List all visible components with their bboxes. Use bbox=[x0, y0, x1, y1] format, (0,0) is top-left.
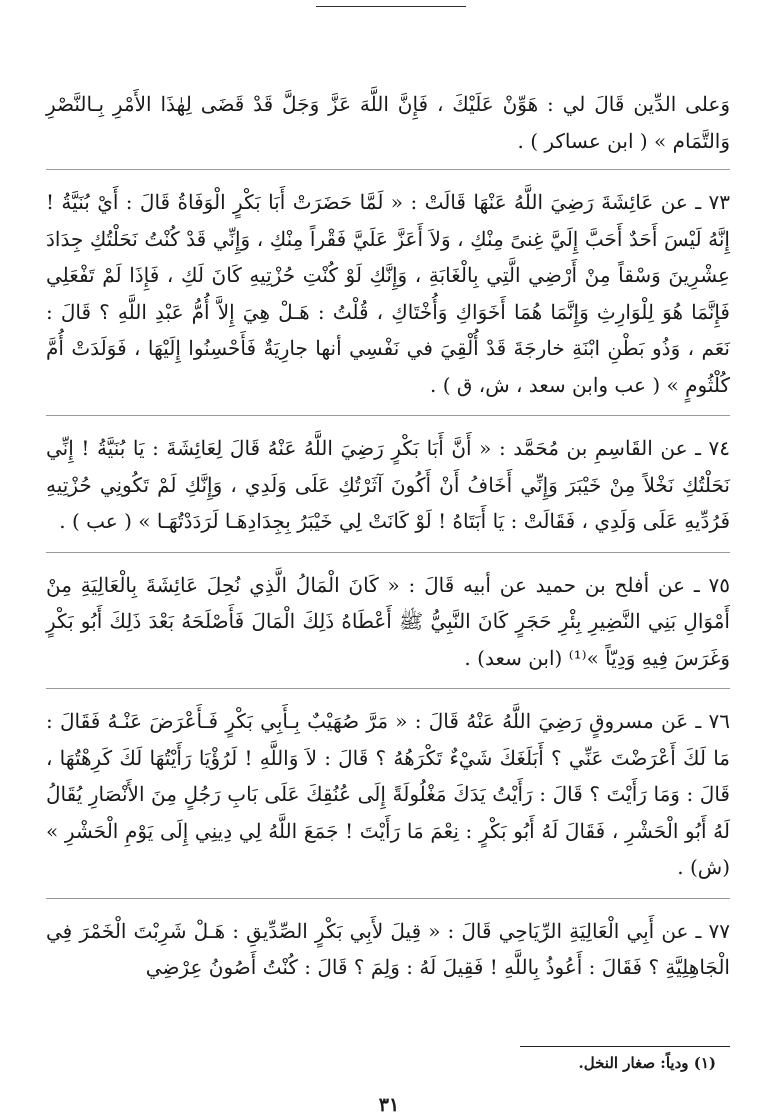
header-rule bbox=[316, 6, 466, 7]
paragraph-divider bbox=[46, 415, 730, 416]
hadith-73: ٧٣ ـ عن عَائِشَةَ رَضِيَ اللَّهُ عَنْهَا قَالَتْ : « لَمَّا حَضَرَتْ أَبَا بَكْرٍ الْوَفَاةُ قَالَ : أَيْ بُنَيَّةُ ! إِنَّهُ لَيْسَ أَحَدٌ أَحَبَّ إِلَيَّ غِنىً مِنْكِ ، وَلاَ أَعَزَّ عَلَيَّ فَقْراً مِنْكِ ، وَإِنِّي قَدْ كُنْتُ نَحَلْتُكِ جِدَادَ عِشْرِينَ وَسْقاً مِنْ أَرْضِي الَّتِي بِالْغَابَةِ ، وَإِنَّكِ لَوْ كُنْتِ حُزْتِيهِ كَانَ لَكِ ، فَإِذَا لَمْ تَفْعَلِي فَإِنَّمَا هُوَ لِلْوَارِثِ وَإِنَّمَا هُمَا أَخَوَاكِ وَأُخْتَاكِ ، قُلْتُ : هَـلْ هِيَ إِلاَّ أُمُّ عَبْدِ اللَّهِ ؟ قَالَ : نَعَم ، وَذُو بَطْنِ ابْنَةِ خارجَةَ قَدْ أُلْقِيَ في نَفْسِي أنها جارِيَةٌ فَأَحْسِنُوا إِلَيْهَا ، فَوَلَدَتْ أُمَّ كُلْثُومٍ » ( عب وابن سعد ، ش، ق ) . bbox=[46, 190, 730, 397]
hadith-77: ٧٧ ـ عن أَبِي الْعَالِيَةِ الرِّيَاحِي قَالَ : « قِيلَ لأَبِي بَكْرٍ الصِّدِّيقِ : هَـلْ شَرِبْتَ الْخَمْرَ فِي الْجَاهِلِيَّةِ ؟ فَقَالَ : أَعُوذُ بِاللَّهِ ! فَقِيلَ لَهُ : وَلِمَ ؟ قَالَ : كُنْتُ أَصُونُ عِرْضِي bbox=[46, 918, 730, 979]
paragraph-divider bbox=[46, 898, 730, 899]
paragraph-divider bbox=[46, 169, 730, 170]
footnote-rule bbox=[520, 1046, 730, 1047]
paragraph-divider bbox=[46, 688, 730, 689]
paragraph-continuation: وَعلى الدِّين قَالَ لي : هَوِّنْ عَلَيْكَ ، فَإِنَّ اللَّهَ عَزَّ وَجَلَّ قَدْ قَضَى لِهٰذَا الأَمْرِ بِـالنَّصْرِ وَالتَّمَام » ( ابن عساكر ) . bbox=[46, 92, 730, 153]
paragraph-divider bbox=[46, 552, 730, 553]
main-text bbox=[46, 86, 730, 996]
hadith-76: ٧٦ ـ عَن مسروقٍ رَضِيَ اللَّهُ عَنْهُ قَالَ : « مَرَّ صُهَيْبٌ بِـأَبِي بَكْرٍ فَـأَعْرَضَ عَنْـهُ فَقَالَ : مَا لَكَ أَعْرَضْتَ عَنِّي ؟ أَبَلَغَكَ شَيْءٌ تَكْرَهُهُ ؟ قَالَ : لاَ وَاللَّهِ ! لَرُؤْيَا رَأَيْتُهَا لَكَ كَرِهْتُهَا ، قَالَ : وَمَا رَأَيْتَ ؟ قَالَ : رَأَيْتُ يَدَكَ مَغْلُولَةً إِلَى عُنُقِكَ عَلَى بَابِ رَجُلٍ مِنَ الأَنْصَارِ يُقَالُ لَهُ أَبُو الْحَشْرِ ، فَقَالَ لَهُ أَبُو بَكْرٍ : نِعْمَ مَا رَأَيْتَ ! جَمَعَ اللَّهُ لِي دِينِي إِلَى يَوْمِ الْحَشْرِ » (ش) . bbox=[46, 709, 730, 879]
hadith-75: ٧٥ ـ عن أفلح بن حميد عن أبيه قَالَ : « كَانَ الْمَالُ الَّذِي نُحِلَ عَائِشَةَ بِالْعَالِيَةِ مِنْ أَمْوَالِ بَنِي النَّضِيرِ بِئْرِ حَجَرٍ كَانَ النَّبِيُّ ﷺ أَعْطَاهُ ذَلِكَ الْمَالَ فَأَصْلَحَهُ بَعْدَ ذَلِكَ أَبُو بَكْرٍ وَغَرَسَ فِيهِ وَدِيّاً »⁽¹⁾ (ابن سعد) . bbox=[46, 572, 730, 670]
hadith-74: ٧٤ ـ عن القَاسِمِ بن مُحَمَّد : « أَنَّ أَبَا بَكْرٍ رَضِيَ اللَّهُ عَنْهُ قَالَ لِعَائِشَةَ : يَا بُنَيَّةُ ! إِنِّي نَحَلْتُكِ نَخْلاً مِنْ خَيْبَرَ وَإِنِّي أَخَافُ أَنْ أَكُونَ آثَرْتُكِ عَلَى وَلَدِي ، وَإِنَّكِ لَمْ تَكُونِي حُزْتِيهِ فَرُدِّيهِ عَلَى وَلَدِي ، فَقَالَتْ : يَا أَبَتَاهُ ! لَوْ كَانَتْ لِي خَيْبَرُ بِجِدَادِهَـا لَرَدَدْتُهَـا » ( عب ) . bbox=[46, 436, 731, 533]
page-number: ٣١ bbox=[378, 1094, 400, 1116]
footnote: (١) ودياً: صغار النخل. bbox=[578, 1054, 716, 1072]
